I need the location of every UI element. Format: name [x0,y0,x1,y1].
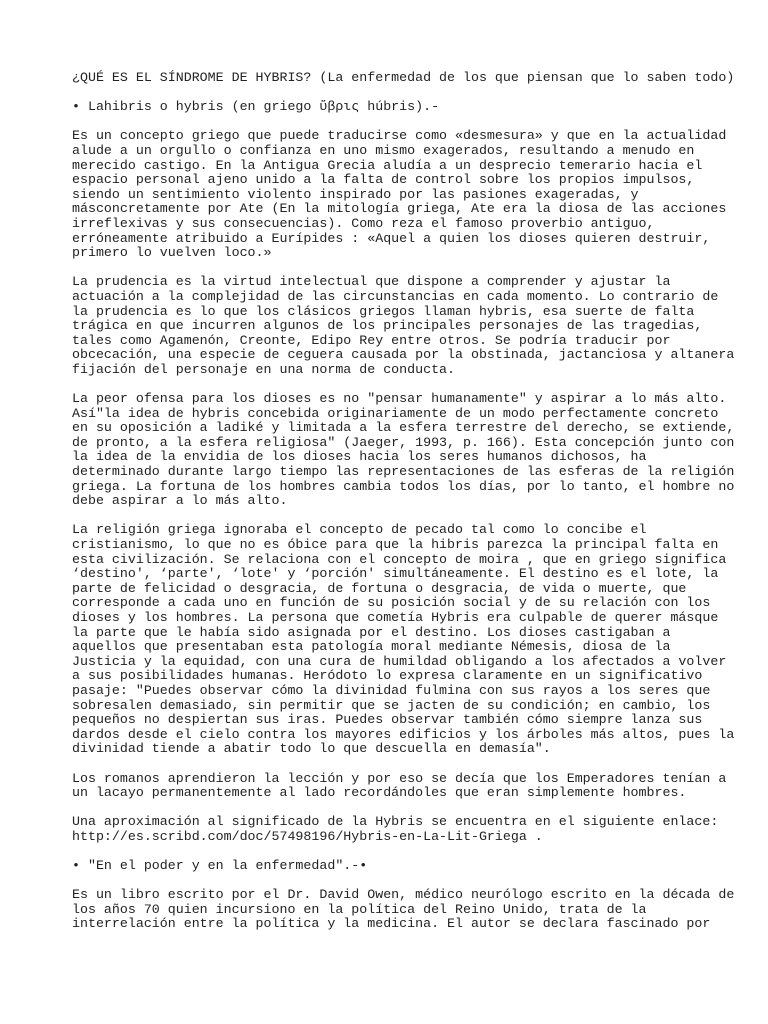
text-line: http://es.scribd.com/doc/57498196/Hybris-en-La-Lit-Griega . [72,828,543,844]
document-page [72,70,735,947]
text-line: divinidad tiende a abatir todo lo que descuella en demasía". [72,741,551,757]
paragraph-enlace [72,814,719,844]
text-line: merecido castigo. En la Antigua Grecia aludía a un desprecio temerario hacia el [72,157,703,173]
paragraph-romanos [72,770,727,801]
text-line: esta civilización. Se relaciona con el concepto de moira , que en griego significa [72,551,727,567]
text-line: ¿QUÉ ES EL SÍNDROME DE HYBRIS? (La enfermedad de los que piensan que lo saben todo) [72,70,735,85]
text-line: sobresalen demasiado, sin permitir que se jacten de su condición; en cambio, los [72,697,711,713]
paragraph-owen [72,887,735,932]
text-line: alude a un orgullo o confianza en uno mismo exagerados, resultando a menudo en [72,142,695,158]
text-line: fijación del personaje en una norma de conducta. [72,361,456,377]
text-line: griega. La fortuna de los hombres cambia todos los días, por lo tanto, el hombre no [72,478,735,494]
paragraph-ofensa [72,391,735,509]
text-line: corresponde a cada uno en función de su posición social y de su relación con los [72,595,711,611]
text-line: aquellos que presentaban esta patología moral mediante Némesis, diosa de la [72,639,671,655]
text-line: primero lo vuelven loco.» [72,245,272,261]
text-line: cristianismo, lo que no es óbice para que la hibris parezca la principal falta en [72,537,719,552]
bullet-heading-poder [72,859,712,874]
document-title [72,70,735,86]
text-line: La prudencia es la virtud intelectual que dispone a comprender y ajustar la [72,274,671,290]
text-line: debe aspirar a lo más alto. [72,493,288,509]
text-line: siendo un sentimiento violento inspirado por las pasiones exageradas, y [72,186,639,202]
text-line: los años 70 quien incursiono en la política del Reino Unido, trata de la [72,901,647,917]
text-line: un lacayo permanentemente al lado recordándoles que eran simplemente hombres. [72,785,687,801]
text-line: la parte que le había sido asignada por el destino. Los dioses castigaban a [72,624,671,640]
text-line: La peor ofensa para los dioses es no "pensar humanamente" y aspirar a lo más alto. [72,391,727,407]
text-line: dardos desde el cielo contra los mayores edificios y los árboles más altos, pues la [72,726,735,742]
paragraph-religion [72,522,735,757]
text-line: pasaje: "Puedes observar cómo la divinidad fulmina con sus rayos a los seres que [72,682,711,698]
text-line: parte de felicidad o desgracia, de fortuna o desgracia, de vida o muerte, que [72,580,687,596]
text-line: ‘destino', ‘parte', ‘lote' y ‘porción' simultáneamente. El destino es el lote, la [72,566,719,582]
text-line: en su oposición a ladiké y limitada a la esfera terrestre del derecho, se extiende, [72,420,735,436]
text-line: Justicia y la equidad, con una cura de humildad obligando a los afectados a volver [72,653,727,669]
text-line: la prudencia es lo que los clásicos griegos llaman hybris, esa suerte de falta [72,303,695,319]
text-line: Es un libro escrito por el Dr. David Owen, médico neurólogo escrito en la década de [72,887,735,903]
text-line: a sus posibilidades humanas. Heródoto lo expresa claramente en un significativo [72,668,703,684]
text-line: la idea de la envidia de los dioses hacia los seres humanos dichosos, ha [72,449,647,465]
text-line: Es un concepto griego que puede traducirse como «desmesura» y que en la actualidad [72,128,727,144]
text-line: erróneamente atribuido a Eurípides : «Aquel a quien los dioses quieren destruir, [72,230,711,246]
text-line: actuación a la complejidad de las circunstancias en cada momento. Lo contrario de [72,288,719,304]
text-line: Una aproximación al significado de la Hybris se encuentra en el siguiente enlace: [72,814,719,830]
text-line: • "En el poder y en la enfermedad".-• [72,858,368,874]
text-line: dioses y los hombres. La persona que cometía Hybris era culpable de querer másque [72,609,719,625]
text-line: tales como Agamenón, Creonte, Edipo Rey entre otros. Se podría traducir por [72,332,671,348]
bullet-heading-hybris [72,100,712,115]
paragraph-definition [72,128,727,261]
text-line: espacio personal ajeno unido a la falta de control sobre los propios impulsos, [72,172,695,188]
text-line: Los romanos aprendieron la lección y por eso se decía que los Emperadores tenían a [72,770,727,786]
text-line: másconcretamente por Ate (En la mitología griega, Ate era la diosa de las acciones [72,201,727,217]
text-line: Así"la idea de hybris concebida originariamente de un modo perfectamente concreto [72,405,719,421]
text-line: trágica en que incurren algunos de los principales personajes de las tragedias, [72,318,703,334]
text-line: de pronto, a la esfera religiosa" (Jaeger, 1993, p. 166). Esta concepción junto con [72,434,735,450]
text-line: pequeños no despiertan sus iras. Puedes observar también cómo siempre lanza sus [72,712,703,728]
text-line: determinado durante largo tiempo las representaciones de las esferas de la religión [72,464,735,480]
paragraph-prudencia [72,274,735,377]
text-line: interrelación entre la política y la medicina. El autor se declara fascinado por [72,916,711,932]
text-line: La religión griega ignoraba el concepto de pecado tal como lo concibe el [72,522,647,538]
text-line: irreflexivas y sus consecuencias). Como reza el famoso proverbio antiguo, [72,215,655,231]
text-line: • Lahibris o hybris (en griego ὕβρις húbris).- [72,99,440,115]
text-line: obcecación, una especie de ceguera causada por la obstinada, jactanciosa y altanera [72,347,735,363]
